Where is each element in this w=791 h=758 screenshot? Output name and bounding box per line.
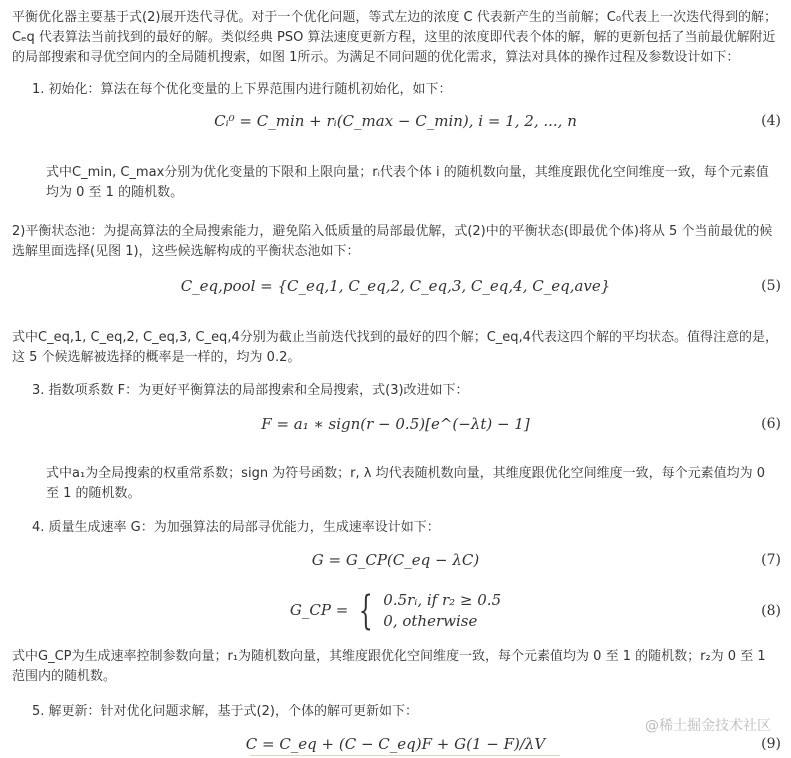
equation-6: F = a₁ ∗ sign(r − 0.5)[e^(−λt) − 1] — [261, 415, 530, 433]
equation-number-6: (6) — [761, 416, 781, 432]
equation-number-8: (8) — [761, 603, 781, 619]
equation-number-9: (9) — [761, 736, 781, 752]
site-watermark: @稀土掘金技术社区 — [645, 718, 771, 734]
left-brace-icon: { — [358, 588, 373, 634]
section-2-heading: 2)平衡状态池：为提高算法的全局搜索能力，避免陷入低质量的局部最优解，式(2)中的平衡状态(即最优个体)将从 5 个当前最优的候选解里面选择(见图 1)，这些候选解构成的平衡状态池如下： — [12, 224, 773, 259]
equation-8-case-2: 0, otherwise — [383, 612, 478, 630]
equation-7: G = G_CP(C_eq − λC) — [311, 551, 480, 569]
equation-number-7: (7) — [761, 552, 781, 568]
section-3-note: 式中a₁为全局搜索的权重常系数；sign 为符号函数；r, λ 均代表随机数向量，其维度跟优化空间维度一致，每个元素值均为 0 至 1 的随机数。 — [46, 466, 766, 501]
section-5-heading: 5. 解更新：针对优化问题求解，基于式(2)，个体的解可更新如下： — [32, 704, 418, 719]
section-1-heading: 1. 初始化：算法在每个优化变量的上下界范围内进行随机初始化，如下： — [32, 82, 452, 97]
section-4-note: 式中G_CP为生成速率控制参数向量；r₁为随机数向量，其维度跟优化空间维度一致，每个元素值均为 0 至 1 的随机数；r₂为 0 至 1 范围内的随机数。 — [12, 649, 766, 684]
section-1-note: 式中C_min, C_max分别为优化变量的下限和上限向量；rᵢ代表个体 i 的随机数向量，其维度跟优化空间维度一致，每个元素值均为 0 至 1 的随机数。 — [46, 165, 769, 200]
equation-number-4: (4) — [761, 113, 781, 129]
equation-4: Cᵢ⁰ = C_min + rᵢ(C_max − C_min), i = 1, 2, ..., n — [214, 112, 577, 130]
equation-number-5: (5) — [761, 278, 781, 294]
equation-5: C_eq,pool = {C_eq,1, C_eq,2, C_eq,3, C_eq,4, C_eq,ave} — [180, 277, 611, 295]
section-2-note: 式中C_eq,1, C_eq,2, C_eq,3, C_eq,4分别为截止当前迭代找到的最好的四个解；C_eq,4代表这四个解的平均状态。值得注意的是，这 5 个候选解被选择的概率是一样的，均为 0.2。 — [12, 330, 778, 365]
equation-8-case-1: 0.5rᵢ, if r₂ ≥ 0.5 — [383, 591, 502, 609]
section-3-heading: 3. 指数项系数 F：为更好平衡算法的局部搜索和全局搜索，式(3)改进如下： — [32, 383, 469, 398]
intro-paragraph: 平衡优化器主要基于式(2)展开迭代寻优。对于一个优化问题，等式左边的浓度 C 代表新产生的当前解；C₀代表上一次迭代得到的解；Cₑq 代表算法当前找到的最好的解。类似经典 PSO 算法速度更新方程，这里的浓度即代表个体的解，解的更新包括了当前最优解附近的局部搜索和寻优空间内的全局随机搜索，如图 1所示。为满足不同问题的优化需求，算法对具体的操作过程及参数设计如下： — [12, 10, 778, 65]
equation-9-underline — [250, 755, 560, 756]
equation-8 — [0, 590, 791, 632]
equation-9: C = C_eq + (C − C_eq)F + G(1 − F)/λV — [245, 735, 546, 753]
section-4-heading: 4. 质量生成速率 G：为加强算法的局部寻优能力，生成速率设计如下： — [32, 520, 440, 535]
equation-8-lhs: G_CP = — [289, 601, 349, 619]
equation-8-cases — [383, 590, 501, 632]
